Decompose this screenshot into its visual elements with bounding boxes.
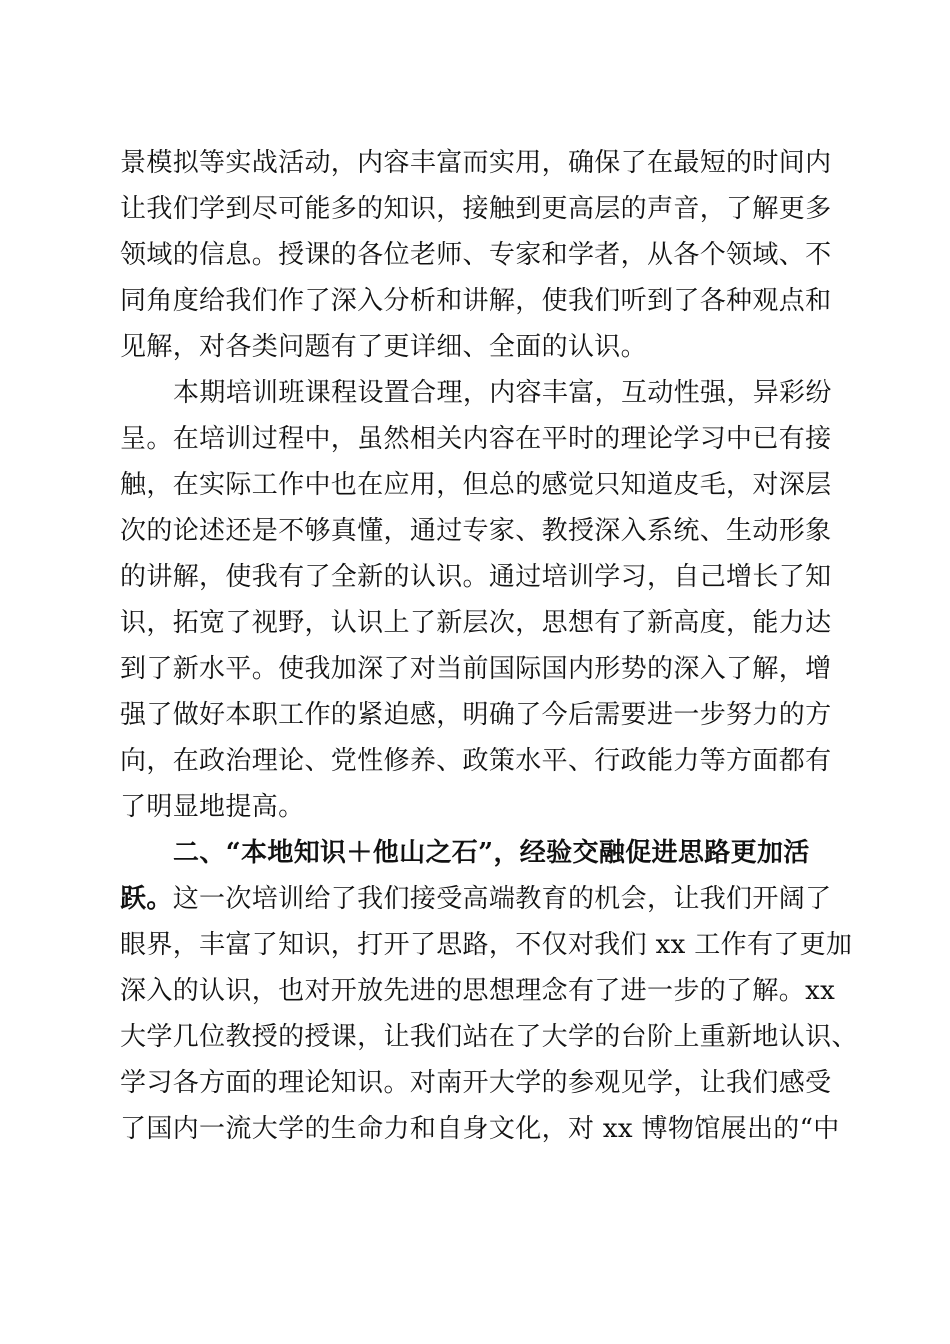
paragraph-3-line-2-text: 这一次培训给了我们接受高端教育的机会，让我们开阔了 bbox=[172, 884, 832, 914]
paragraph-2-line-9: 向，在政治理论、党性修养、政策水平、行政能力等方面都有 bbox=[120, 746, 832, 776]
paragraph-1-line-2: 让我们学到尽可能多的知识，接触到更高层的声音，了解更多 bbox=[120, 194, 832, 224]
paragraph-2-line-6: 识，拓宽了视野，认识上了新层次，思想有了新高度，能力达 bbox=[120, 608, 832, 638]
paragraph-3-line-4: 深入的认识，也对开放先进的思想理念有了进一步的了解。xx bbox=[120, 976, 836, 1006]
paragraph-3-line-2 bbox=[120, 875, 950, 923]
paragraph-3-line-5: 大学几位教授的授课，让我们站在了大学的台阶上重新地认识、 bbox=[120, 1022, 858, 1052]
section-heading: 二、“本地知识＋他山之石”，经验交融促进思路更加活 bbox=[173, 838, 810, 868]
paragraph-3-line-7: 了国内一流大学的生命力和自身文化，对 xx 博物馆展出的“中 bbox=[120, 1114, 840, 1144]
paragraph-2-line-8: 强了做好本职工作的紧迫感，明确了今后需要进一步努力的方 bbox=[120, 700, 832, 730]
paragraph-1-line-5: 见解，对各类问题有了更详细、全面的认识。 bbox=[120, 332, 648, 362]
paragraph-1-line-3: 领域的信息。授课的各位老师、专家和学者，从各个领域、不 bbox=[120, 240, 832, 270]
paragraph-2-line-1: 本期培训班课程设置合理，内容丰富，互动性强，异彩纷 bbox=[173, 378, 832, 408]
paragraph-2-line-10: 了明显地提高。 bbox=[120, 792, 305, 822]
paragraph-2-line-7: 到了新水平。使我加深了对当前国际国内形势的深入了解，增 bbox=[120, 654, 832, 684]
paragraph-3-line-6: 学习各方面的理论知识。对南开大学的参观见学，让我们感受 bbox=[120, 1068, 832, 1098]
paragraph-1-line-4: 同角度给我们作了深入分析和讲解，使我们听到了各种观点和 bbox=[120, 286, 832, 316]
paragraph-3-line-3: 眼界，丰富了知识，打开了思路，不仅对我们 xx 工作有了更加 bbox=[120, 930, 853, 960]
paragraph-2-line-4: 次的论述还是不够真懂，通过专家、教授深入系统、生动形象 bbox=[120, 516, 832, 546]
paragraph-2-line-5: 的讲解，使我有了全新的认识。通过培训学习，自己增长了知 bbox=[120, 562, 832, 592]
paragraph-2-line-2: 呈。在培训过程中，虽然相关内容在平时的理论学习中已有接 bbox=[120, 424, 832, 454]
paragraph-2-line-3: 触，在实际工作中也在应用，但总的感觉只知道皮毛，对深层 bbox=[120, 470, 832, 500]
paragraph-1-line-1: 景模拟等实战活动，内容丰富而实用，确保了在最短的时间内 bbox=[120, 148, 832, 178]
section-heading-end: 跃。 bbox=[120, 884, 173, 914]
